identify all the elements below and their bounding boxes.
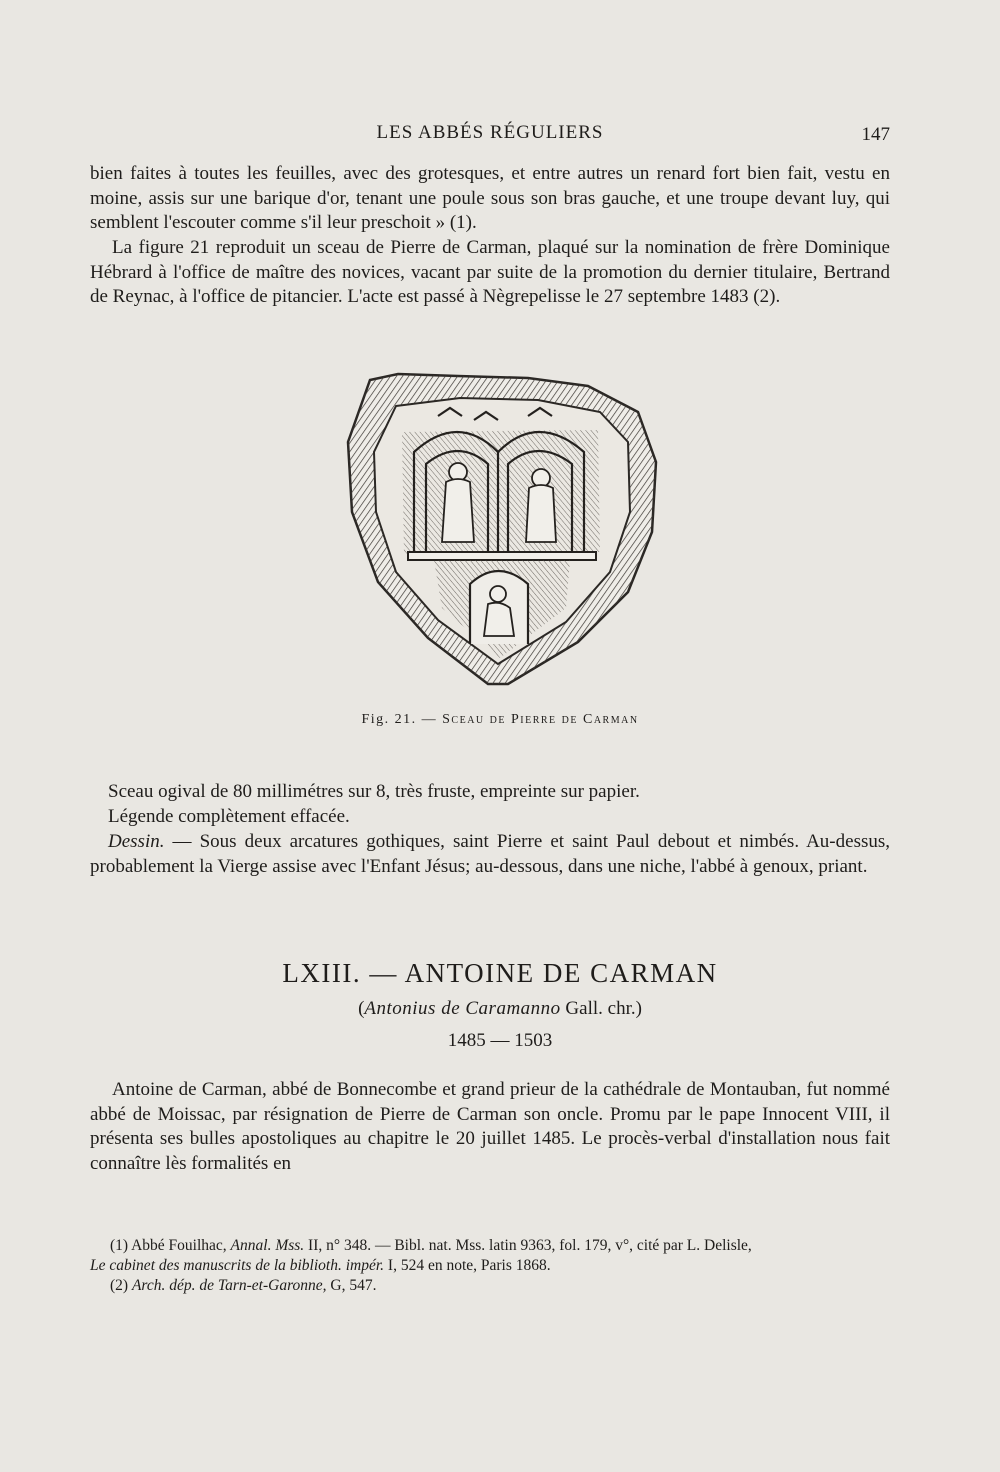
paragraph-figure-intro: La figure 21 reproduit un sceau de Pierre de Carman, plaqué sur la nomination de frère Dominique Hébrard à l'office de maître des novices, vacant par suite de la promotion du dernier titulaire, Bertrand de Reynac, à l'office de pitancier. L'acte est passé à Nègrepelisse le 27 septembre 1483 (2). [90, 237, 890, 307]
dessin-text: — Sous deux arcatures gothiques, saint Pierre et saint Paul debout et nimbés. Au-dessus, probablement la Vierge assise avec l'Enfant Jésus; au-dessous, dans une niche, l'abbé à genoux, priant. [90, 831, 890, 877]
seal-description-legend: Légende complètement effacée. [108, 806, 350, 827]
fn1-part-b: Annal. Mss. [230, 1237, 305, 1254]
page-number: 147 [861, 124, 890, 145]
running-title: LES ABBÉS RÉGULIERS [376, 122, 604, 143]
fn1-part-e: I, 524 en note, Paris 1868. [384, 1257, 551, 1274]
figure-title: Sceau de Pierre de Carman [442, 712, 639, 727]
figure-caption [0, 712, 1000, 728]
footnote-2 [90, 1276, 890, 1296]
paragraph-antoine: Antoine de Carman, abbé de Bonnecombe et grand prieur de la cathédrale de Montauban, fut nommé abbé de Moissac, par résignation de Pierre de Carman son oncle. Promu par le pape Innocent VIII, il présenta ses bulles apostoliques au chapitre le 20 juillet 1485. Le procès-verbal d'installation nous fait connaître lès formalités en [90, 1079, 890, 1174]
subtitle-source: Gall. chr.) [560, 998, 642, 1019]
seal-description-dimensions: Sceau ogival de 80 millimétres sur 8, très fruste, empreinte sur papier. [108, 781, 640, 802]
subtitle-open: ( [358, 998, 365, 1019]
subtitle-latin-name: Antonius de Caramanno [364, 998, 561, 1019]
fn2-part-c: G, 547. [326, 1277, 377, 1294]
fn2-part-a: (2) [110, 1277, 132, 1294]
seal-drawing [338, 372, 662, 690]
footnote-1 [90, 1236, 890, 1276]
paragraph-continuation: bien faites à toutes les feuilles, avec des grotesques, et entre autres un renard fort bien fait, vestu en moine, assis sur une barique d'or, tenant une poule sous son bras gauche, et une troupe devant luy, qui semblent l'escouter comme s'il leur preschoit » (1). [90, 163, 890, 233]
footnotes [90, 1236, 890, 1296]
fn1-part-d: Le cabinet des manuscrits de la biblioth. impér. [90, 1257, 385, 1274]
chapter-subtitle [0, 998, 1000, 1020]
seal-description-drawing [90, 830, 890, 879]
fn1-part-a: (1) Abbé Fouilhac, [110, 1237, 231, 1254]
page-header [90, 118, 890, 152]
figure-label: Fig. 21. — [361, 712, 438, 727]
chapter-title: LXIII. — ANTOINE DE CARMAN [282, 958, 718, 988]
fn1-part-c: II, n° 348. — Bibl. nat. Mss. latin 9363, fol. 179, v°, cité par L. Delisle, [304, 1237, 752, 1254]
fn2-part-b: Arch. dép. de Tarn-et-Garonne, [131, 1277, 327, 1294]
chapter-dates: 1485 — 1503 [447, 1030, 553, 1051]
seal-illustration [338, 372, 662, 690]
dessin-label: Dessin. [108, 831, 165, 852]
